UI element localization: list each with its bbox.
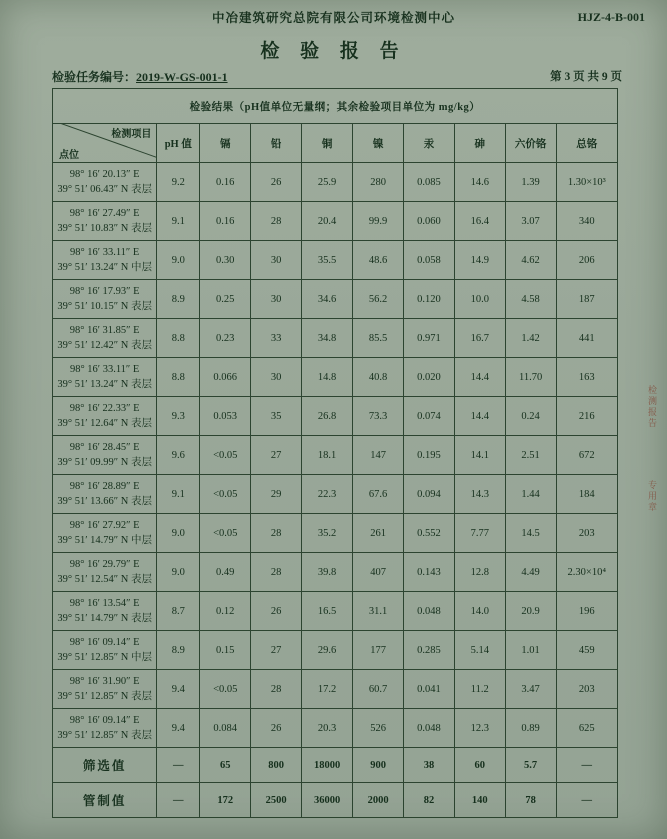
coordinate-line: 39° 51′ 10.15″ N 表层 <box>57 301 152 312</box>
measurement-cell: 26.8 <box>302 397 353 436</box>
measurement-cell: 27 <box>251 631 302 670</box>
measurement-cell: 0.12 <box>200 592 251 631</box>
measurement-cell: 14.4 <box>454 358 505 397</box>
measurement-cell: 31.1 <box>353 592 404 631</box>
coordinate-line: 98° 16′ 28.89″ E <box>69 480 140 492</box>
column-header-ni: 镍 <box>353 124 404 163</box>
measurement-cell: 18.1 <box>302 436 353 475</box>
sample-location-cell <box>53 319 157 358</box>
table-row <box>53 709 618 748</box>
measurement-cell: 9.1 <box>157 475 200 514</box>
coordinate-line: 39° 51′ 13.24″ N 中层 <box>57 262 152 273</box>
measurement-cell: 0.971 <box>404 319 455 358</box>
measurement-cell: 8.8 <box>157 319 200 358</box>
coordinate-line: 98° 16′ 13.54″ E <box>69 597 140 609</box>
column-header-pb: 铅 <box>251 124 302 163</box>
measurement-cell: 28 <box>251 202 302 241</box>
standard-limit-cell: 60 <box>454 748 505 783</box>
measurement-cell: 30 <box>251 280 302 319</box>
measurement-cell: 8.8 <box>157 358 200 397</box>
page-title: 检 验 报 告 <box>260 41 407 62</box>
measurement-cell: 0.24 <box>505 397 556 436</box>
measurement-cell: 526 <box>353 709 404 748</box>
sample-location-cell <box>53 241 157 280</box>
coordinate-line: 98° 16′ 27.92″ E <box>69 519 140 531</box>
measurement-cell: 39.8 <box>302 553 353 592</box>
measurement-cell: 0.085 <box>404 163 455 202</box>
measurement-cell: 10.0 <box>454 280 505 319</box>
measurement-cell: 34.6 <box>302 280 353 319</box>
measurement-cell: 14.0 <box>454 592 505 631</box>
measurement-cell: 0.49 <box>200 553 251 592</box>
measurement-cell: 625 <box>556 709 617 748</box>
measurement-cell: 9.0 <box>157 514 200 553</box>
measurement-cell: 4.58 <box>505 280 556 319</box>
measurement-cell: 4.62 <box>505 241 556 280</box>
measurement-cell: 3.07 <box>505 202 556 241</box>
side-stamp-text-2: 专用章 <box>647 480 657 513</box>
measurement-cell: 16.4 <box>454 202 505 241</box>
measurement-cell: 26 <box>251 709 302 748</box>
measurement-cell: 33 <box>251 319 302 358</box>
standard-limit-cell: 900 <box>353 748 404 783</box>
measurement-cell: 3.47 <box>505 670 556 709</box>
document-number: HJZ-4-B-001 <box>577 10 645 24</box>
measurement-cell: 216 <box>556 397 617 436</box>
coordinate-line: 98° 16′ 09.14″ E <box>69 714 140 726</box>
measurement-cell: 0.143 <box>404 553 455 592</box>
column-header-cu: 铜 <box>302 124 353 163</box>
measurement-cell: 34.8 <box>302 319 353 358</box>
measurement-cell: 206 <box>556 241 617 280</box>
measurement-cell: 459 <box>556 631 617 670</box>
standard-limit-cell: 800 <box>251 748 302 783</box>
sample-location-cell <box>53 475 157 514</box>
table-caption-row <box>53 89 618 124</box>
measurement-cell: 187 <box>556 280 617 319</box>
measurement-cell: 28 <box>251 514 302 553</box>
measurement-cell: 9.4 <box>157 709 200 748</box>
table-row <box>53 514 618 553</box>
corner-header-项目: 检测项目 <box>111 129 152 140</box>
sample-location-cell <box>53 436 157 475</box>
coordinate-line: 39° 51′ 13.24″ N 表层 <box>57 379 152 390</box>
measurement-cell: 0.25 <box>200 280 251 319</box>
measurement-cell: 261 <box>353 514 404 553</box>
document-header <box>0 8 667 27</box>
coordinate-line: 39° 51′ 12.42″ N 表层 <box>57 340 152 351</box>
column-header-ph: pH 值 <box>157 124 200 163</box>
measurement-cell: 48.6 <box>353 241 404 280</box>
measurement-cell: 177 <box>353 631 404 670</box>
measurement-cell: 9.6 <box>157 436 200 475</box>
coordinate-line: 98° 16′ 17.93″ E <box>69 285 140 297</box>
table-row <box>53 241 618 280</box>
coordinate-line: 39° 51′ 14.79″ N 中层 <box>57 535 152 546</box>
measurement-cell: 2.30×10⁴ <box>556 553 617 592</box>
column-header-as: 砷 <box>454 124 505 163</box>
standard-limit-cell: 2000 <box>353 783 404 818</box>
coordinate-line: 98° 16′ 09.14″ E <box>69 636 140 648</box>
standard-limit-cell: 2500 <box>251 783 302 818</box>
results-table <box>52 88 618 818</box>
table-row <box>53 280 618 319</box>
coordinate-line: 39° 51′ 12.85″ N 表层 <box>57 730 152 741</box>
measurement-cell: 99.9 <box>353 202 404 241</box>
measurement-cell: 9.4 <box>157 670 200 709</box>
table-row <box>53 202 618 241</box>
measurement-cell: 8.9 <box>157 631 200 670</box>
standard-limit-cell: 65 <box>200 748 251 783</box>
task-label: 检验任务编号： <box>52 70 137 84</box>
sample-location-cell <box>53 553 157 592</box>
sample-location-cell <box>53 202 157 241</box>
sample-location-cell <box>53 358 157 397</box>
coordinate-line: 98° 16′ 29.79″ E <box>69 558 140 570</box>
measurement-cell: 8.9 <box>157 280 200 319</box>
measurement-cell: 28 <box>251 553 302 592</box>
measurement-cell: 196 <box>556 592 617 631</box>
measurement-cell: 29 <box>251 475 302 514</box>
coordinate-line: 39° 51′ 06.43″ N 表层 <box>57 184 152 195</box>
table-row <box>53 553 618 592</box>
coordinate-line: 39° 51′ 12.85″ N 中层 <box>57 652 152 663</box>
measurement-cell: 14.8 <box>302 358 353 397</box>
measurement-cell: 184 <box>556 475 617 514</box>
sample-location-cell <box>53 397 157 436</box>
measurement-cell: 2.51 <box>505 436 556 475</box>
standard-limit-cell: 172 <box>200 783 251 818</box>
standard-limit-cell: 5.7 <box>505 748 556 783</box>
measurement-cell: 340 <box>556 202 617 241</box>
sample-location-cell <box>53 670 157 709</box>
measurement-cell: 1.44 <box>505 475 556 514</box>
table-row <box>53 397 618 436</box>
measurement-cell: 30 <box>251 358 302 397</box>
coordinate-line: 98° 16′ 31.85″ E <box>69 324 140 336</box>
coordinate-line: 39° 51′ 13.66″ N 表层 <box>57 496 152 507</box>
measurement-cell: 35.2 <box>302 514 353 553</box>
measurement-cell: <0.05 <box>200 670 251 709</box>
measurement-cell: 0.89 <box>505 709 556 748</box>
table-caption: 检验结果（pH值单位无量纲；其余检验项目单位为 mg/kg） <box>53 89 618 124</box>
standard-limit-cell: — <box>556 783 617 818</box>
measurement-cell: 12.8 <box>454 553 505 592</box>
measurement-cell: 0.195 <box>404 436 455 475</box>
measurement-cell: 9.3 <box>157 397 200 436</box>
measurement-cell: 26 <box>251 592 302 631</box>
measurement-cell: 0.053 <box>200 397 251 436</box>
measurement-cell: 30 <box>251 241 302 280</box>
coordinate-line: 98° 16′ 33.11″ E <box>69 363 140 375</box>
measurement-cell: 11.2 <box>454 670 505 709</box>
sample-location-cell <box>53 592 157 631</box>
corner-header-点位: 点位 <box>59 150 79 161</box>
measurement-cell: <0.05 <box>200 514 251 553</box>
measurement-cell: 35.5 <box>302 241 353 280</box>
measurement-cell: 0.048 <box>404 709 455 748</box>
measurement-cell: 14.5 <box>505 514 556 553</box>
table-row <box>53 358 618 397</box>
organization-name: 中冶建筑研究总院有限公司环境检测中心 <box>211 11 455 25</box>
coordinate-line: 39° 51′ 12.64″ N 表层 <box>57 418 152 429</box>
measurement-cell: 1.30×10³ <box>556 163 617 202</box>
side-stamp-text-1: 检测报告 <box>647 385 657 429</box>
measurement-cell: 11.70 <box>505 358 556 397</box>
measurement-cell: 0.285 <box>404 631 455 670</box>
task-line <box>52 68 622 85</box>
coordinate-line: 39° 51′ 10.83″ N 表层 <box>57 223 152 234</box>
measurement-cell: 9.2 <box>157 163 200 202</box>
standard-limit-cell: 18000 <box>302 748 353 783</box>
coordinate-line: 98° 16′ 22.33″ E <box>69 402 140 414</box>
measurement-cell: 0.16 <box>200 202 251 241</box>
measurement-cell: 1.39 <box>505 163 556 202</box>
coordinate-line: 39° 51′ 14.79″ N 表层 <box>57 613 152 624</box>
measurement-cell: 56.2 <box>353 280 404 319</box>
column-header-cr-total: 总铬 <box>556 124 617 163</box>
measurement-cell: 0.16 <box>200 163 251 202</box>
standard-limit-cell: — <box>556 748 617 783</box>
measurement-cell: 1.42 <box>505 319 556 358</box>
measurement-cell: <0.05 <box>200 475 251 514</box>
measurement-cell: 29.6 <box>302 631 353 670</box>
measurement-cell: 0.020 <box>404 358 455 397</box>
results-table-wrapper <box>52 88 618 818</box>
task-number: 2019-W-GS-001-1 <box>136 70 228 84</box>
standard-limit-row <box>53 748 618 783</box>
standard-limit-cell: 82 <box>404 783 455 818</box>
measurement-cell: 5.14 <box>454 631 505 670</box>
measurement-cell: 147 <box>353 436 404 475</box>
coordinate-line: 39° 51′ 09.99″ N 表层 <box>57 457 152 468</box>
table-row <box>53 670 618 709</box>
standard-limit-cell: 78 <box>505 783 556 818</box>
measurement-cell: 16.7 <box>454 319 505 358</box>
measurement-cell: 14.9 <box>454 241 505 280</box>
measurement-cell: 280 <box>353 163 404 202</box>
measurement-cell: 20.9 <box>505 592 556 631</box>
column-header-hg: 汞 <box>404 124 455 163</box>
measurement-cell: 7.77 <box>454 514 505 553</box>
measurement-cell: 0.041 <box>404 670 455 709</box>
coordinate-line: 98° 16′ 27.49″ E <box>69 207 140 219</box>
table-row <box>53 163 618 202</box>
standard-limit-cell: 36000 <box>302 783 353 818</box>
measurement-cell: 9.0 <box>157 241 200 280</box>
table-header-row <box>53 124 618 163</box>
table-row <box>53 319 618 358</box>
measurement-cell: 0.084 <box>200 709 251 748</box>
coordinate-line: 98° 16′ 20.13″ E <box>69 168 140 180</box>
measurement-cell: 60.7 <box>353 670 404 709</box>
column-header-cr6: 六价铬 <box>505 124 556 163</box>
sample-location-cell <box>53 514 157 553</box>
measurement-cell: 0.074 <box>404 397 455 436</box>
measurement-cell: 0.066 <box>200 358 251 397</box>
measurement-cell: 26 <box>251 163 302 202</box>
measurement-cell: 0.120 <box>404 280 455 319</box>
measurement-cell: 25.9 <box>302 163 353 202</box>
measurement-cell: 27 <box>251 436 302 475</box>
coordinate-line: 98° 16′ 31.90″ E <box>69 675 140 687</box>
standard-limit-cell: — <box>157 748 200 783</box>
measurement-cell: 407 <box>353 553 404 592</box>
measurement-cell: 0.23 <box>200 319 251 358</box>
table-row <box>53 475 618 514</box>
standard-limit-label: 筛选值 <box>53 748 157 783</box>
corner-header-cell <box>53 124 157 163</box>
measurement-cell: 9.0 <box>157 553 200 592</box>
measurement-cell: 16.5 <box>302 592 353 631</box>
measurement-cell: <0.05 <box>200 436 251 475</box>
measurement-cell: 22.3 <box>302 475 353 514</box>
measurement-cell: 8.7 <box>157 592 200 631</box>
measurement-cell: 672 <box>556 436 617 475</box>
measurement-cell: 0.15 <box>200 631 251 670</box>
measurement-cell: 0.094 <box>404 475 455 514</box>
sample-location-cell <box>53 631 157 670</box>
measurement-cell: 0.058 <box>404 241 455 280</box>
measurement-cell: 28 <box>251 670 302 709</box>
measurement-cell: 14.4 <box>454 397 505 436</box>
page-indicator: 第 3 页 共 9 页 <box>550 71 622 83</box>
sample-location-cell <box>53 709 157 748</box>
measurement-cell: 203 <box>556 670 617 709</box>
measurement-cell: 9.1 <box>157 202 200 241</box>
measurement-cell: 0.048 <box>404 592 455 631</box>
coordinate-line: 98° 16′ 28.45″ E <box>69 441 140 453</box>
standard-limit-cell: 38 <box>404 748 455 783</box>
measurement-cell: 17.2 <box>302 670 353 709</box>
measurement-cell: 67.6 <box>353 475 404 514</box>
coordinate-line: 98° 16′ 33.11″ E <box>69 246 140 258</box>
measurement-cell: 20.3 <box>302 709 353 748</box>
measurement-cell: 40.8 <box>353 358 404 397</box>
column-header-cd: 镉 <box>200 124 251 163</box>
measurement-cell: 441 <box>556 319 617 358</box>
measurement-cell: 14.3 <box>454 475 505 514</box>
table-row <box>53 436 618 475</box>
measurement-cell: 12.3 <box>454 709 505 748</box>
standard-limit-label: 管制值 <box>53 783 157 818</box>
measurement-cell: 4.49 <box>505 553 556 592</box>
standard-limit-cell: — <box>157 783 200 818</box>
measurement-cell: 20.4 <box>302 202 353 241</box>
measurement-cell: 203 <box>556 514 617 553</box>
measurement-cell: 35 <box>251 397 302 436</box>
measurement-cell: 1.01 <box>505 631 556 670</box>
sample-location-cell <box>53 280 157 319</box>
coordinate-line: 39° 51′ 12.54″ N 表层 <box>57 574 152 585</box>
measurement-cell: 85.5 <box>353 319 404 358</box>
measurement-cell: 0.552 <box>404 514 455 553</box>
measurement-cell: 73.3 <box>353 397 404 436</box>
coordinate-line: 39° 51′ 12.85″ N 表层 <box>57 691 152 702</box>
measurement-cell: 163 <box>556 358 617 397</box>
measurement-cell: 14.1 <box>454 436 505 475</box>
sample-location-cell <box>53 163 157 202</box>
measurement-cell: 14.6 <box>454 163 505 202</box>
measurement-cell: 0.30 <box>200 241 251 280</box>
table-row <box>53 631 618 670</box>
standard-limit-cell: 140 <box>454 783 505 818</box>
standard-limit-row <box>53 783 618 818</box>
table-row <box>53 592 618 631</box>
measurement-cell: 0.060 <box>404 202 455 241</box>
